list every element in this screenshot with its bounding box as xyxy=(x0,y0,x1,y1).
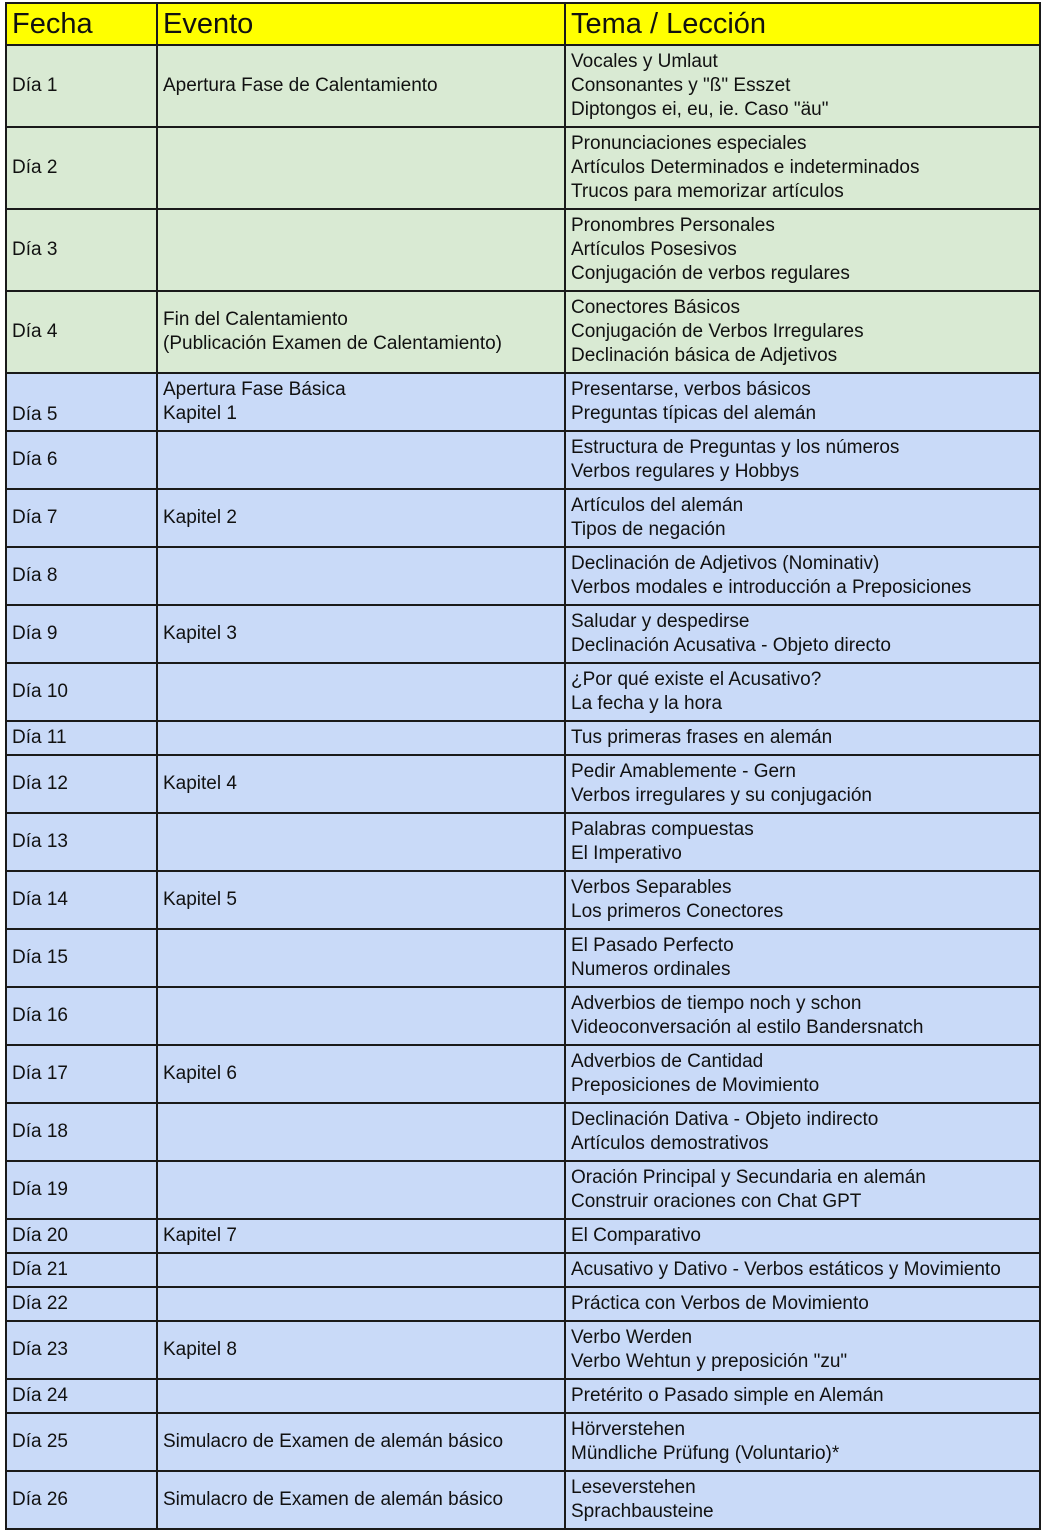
evento-cell xyxy=(157,1253,565,1287)
tema-line: Verbos Separables xyxy=(571,877,732,898)
evento-line: (Publicación Examen de Calentamiento) xyxy=(163,333,503,354)
tema-line: El Imperativo xyxy=(571,843,682,864)
tema-line: Declinación de Adjetivos (Nominativ) xyxy=(571,553,880,574)
tema-cell xyxy=(565,755,1040,813)
tema-line: Numeros ordinales xyxy=(571,959,731,980)
tema-line: Hörverstehen xyxy=(571,1419,686,1440)
table-row xyxy=(6,1045,1040,1103)
table-row xyxy=(6,813,1040,871)
tema-line: Conectores Básicos xyxy=(571,297,740,318)
header-evento: Evento xyxy=(157,3,565,45)
tema-line: Los primeros Conectores xyxy=(571,901,784,922)
tema-cell xyxy=(565,663,1040,721)
tema-cell xyxy=(565,987,1040,1045)
table-row xyxy=(6,1103,1040,1161)
tema-cell xyxy=(565,1253,1040,1287)
tema-line: Adverbios de Cantidad xyxy=(571,1051,764,1072)
fecha-cell: Día 16 xyxy=(6,987,157,1045)
tema-cell xyxy=(565,45,1040,127)
evento-cell xyxy=(157,1471,565,1529)
fecha-cell: Día 15 xyxy=(6,929,157,987)
table-row xyxy=(6,605,1040,663)
table-row xyxy=(6,127,1040,209)
tema-line: Adverbios de tiempo noch y schon xyxy=(571,993,862,1014)
table-row xyxy=(6,987,1040,1045)
tema-cell xyxy=(565,431,1040,489)
evento-line: Apertura Fase de Calentamiento xyxy=(163,75,438,96)
tema-cell xyxy=(565,1287,1040,1321)
fecha-cell: Día 20 xyxy=(6,1219,157,1253)
tema-line: Oración Principal y Secundaria en alemán xyxy=(571,1167,926,1188)
tema-cell xyxy=(565,127,1040,209)
evento-line: Simulacro de Examen de alemán básico xyxy=(163,1489,504,1510)
evento-line: Simulacro de Examen de alemán básico xyxy=(163,1431,504,1452)
tema-line: Pretérito o Pasado simple en Alemán xyxy=(571,1385,884,1406)
table-row xyxy=(6,373,1040,431)
table-row xyxy=(6,1413,1040,1471)
fecha-cell: Día 18 xyxy=(6,1103,157,1161)
fecha-cell: Día 2 xyxy=(6,127,157,209)
tema-line: Presentarse, verbos básicos xyxy=(571,379,811,400)
tema-cell xyxy=(565,1471,1040,1529)
evento-cell xyxy=(157,605,565,663)
evento-cell xyxy=(157,209,565,291)
tema-line: Leseverstehen xyxy=(571,1477,696,1498)
table-row xyxy=(6,721,1040,755)
table-row xyxy=(6,1471,1040,1529)
tema-line: Sprachbausteine xyxy=(571,1501,714,1522)
tema-line: Artículos Determinados e indeterminados xyxy=(571,157,920,178)
table-row xyxy=(6,1161,1040,1219)
evento-cell xyxy=(157,1161,565,1219)
evento-cell xyxy=(157,987,565,1045)
tema-line: Declinación Dativa - Objeto indirecto xyxy=(571,1109,879,1130)
tema-line: Conjugación de verbos regulares xyxy=(571,263,850,284)
fecha-cell: Día 10 xyxy=(6,663,157,721)
fecha-cell: Día 24 xyxy=(6,1379,157,1413)
table-row xyxy=(6,547,1040,605)
evento-cell xyxy=(157,127,565,209)
tema-line: ¿Por qué existe el Acusativo? xyxy=(571,669,822,690)
tema-cell xyxy=(565,209,1040,291)
fecha-cell: Día 4 xyxy=(6,291,157,373)
tema-cell xyxy=(565,1045,1040,1103)
fecha-cell: Día 9 xyxy=(6,605,157,663)
fecha-cell: Día 7 xyxy=(6,489,157,547)
tema-line: Verbos regulares y Hobbys xyxy=(571,461,800,482)
header-fecha: Fecha xyxy=(6,3,157,45)
evento-line: Apertura Fase Básica xyxy=(163,379,346,400)
tema-line: Pedir Amablemente - Gern xyxy=(571,761,796,782)
table-row xyxy=(6,755,1040,813)
tema-line: Pronunciaciones especiales xyxy=(571,133,807,154)
table-row xyxy=(6,871,1040,929)
evento-cell xyxy=(157,45,565,127)
table-row xyxy=(6,1253,1040,1287)
evento-cell xyxy=(157,1103,565,1161)
table-row xyxy=(6,1321,1040,1379)
schedule-table xyxy=(5,2,1041,1530)
evento-cell xyxy=(157,871,565,929)
tema-line: Estructura de Preguntas y los números xyxy=(571,437,900,458)
tema-cell xyxy=(565,605,1040,663)
tema-line: Práctica con Verbos de Movimiento xyxy=(571,1293,869,1314)
fecha-cell: Día 14 xyxy=(6,871,157,929)
schedule-body xyxy=(6,45,1040,1529)
table-row xyxy=(6,1379,1040,1413)
table-row xyxy=(6,291,1040,373)
tema-line: Construir oraciones con Chat GPT xyxy=(571,1191,862,1212)
tema-cell xyxy=(565,1219,1040,1253)
tema-line: Trucos para memorizar artículos xyxy=(571,181,844,202)
evento-cell xyxy=(157,663,565,721)
schedule-sheet xyxy=(5,2,1039,1522)
tema-line: Palabras compuestas xyxy=(571,819,754,840)
tema-cell xyxy=(565,489,1040,547)
evento-cell xyxy=(157,489,565,547)
fecha-cell: Día 22 xyxy=(6,1287,157,1321)
tema-cell xyxy=(565,813,1040,871)
tema-line: Consonantes y "ß" Esszet xyxy=(571,75,791,96)
evento-cell xyxy=(157,547,565,605)
table-row xyxy=(6,489,1040,547)
table-row xyxy=(6,45,1040,127)
table-row xyxy=(6,929,1040,987)
tema-line: Conjugación de Verbos Irregulares xyxy=(571,321,864,342)
tema-cell xyxy=(565,1379,1040,1413)
evento-line: Kapitel 5 xyxy=(163,889,237,910)
tema-line: Tipos de negación xyxy=(571,519,726,540)
evento-cell xyxy=(157,291,565,373)
fecha-cell: Día 25 xyxy=(6,1413,157,1471)
table-row xyxy=(6,1287,1040,1321)
fecha-cell: Día 12 xyxy=(6,755,157,813)
fecha-cell: Día 17 xyxy=(6,1045,157,1103)
tema-cell xyxy=(565,1321,1040,1379)
tema-line: Preposiciones de Movimiento xyxy=(571,1075,820,1096)
tema-line: Pronombres Personales xyxy=(571,215,775,236)
evento-line: Kapitel 4 xyxy=(163,773,237,794)
tema-line: Declinación Acusativa - Objeto directo xyxy=(571,635,891,656)
fecha-cell: Día 1 xyxy=(6,45,157,127)
tema-line: Videoconversación al estilo Bandersnatch xyxy=(571,1017,924,1038)
evento-cell xyxy=(157,1321,565,1379)
evento-cell xyxy=(157,755,565,813)
tema-line: El Pasado Perfecto xyxy=(571,935,734,956)
evento-line: Kapitel 8 xyxy=(163,1339,237,1360)
table-row xyxy=(6,1219,1040,1253)
evento-line: Kapitel 6 xyxy=(163,1063,237,1084)
fecha-cell: Día 11 xyxy=(6,721,157,755)
tema-line: Artículos demostrativos xyxy=(571,1133,769,1154)
evento-line: Kapitel 2 xyxy=(163,507,237,528)
fecha-cell: Día 19 xyxy=(6,1161,157,1219)
tema-cell xyxy=(565,1161,1040,1219)
evento-line: Kapitel 7 xyxy=(163,1225,237,1246)
evento-line: Kapitel 1 xyxy=(163,403,237,424)
fecha-cell: Día 5 xyxy=(6,373,157,431)
tema-line: Acusativo y Dativo - Verbos estáticos y Movimiento xyxy=(571,1259,1001,1280)
header-row xyxy=(6,3,1040,45)
tema-line: Artículos Posesivos xyxy=(571,239,737,260)
tema-cell xyxy=(565,291,1040,373)
table-row xyxy=(6,431,1040,489)
tema-line: Verbo Wehtun y preposición "zu" xyxy=(571,1351,848,1372)
fecha-cell: Día 3 xyxy=(6,209,157,291)
table-row xyxy=(6,663,1040,721)
tema-line: Verbos modales e introducción a Preposiciones xyxy=(571,577,972,598)
fecha-cell: Día 23 xyxy=(6,1321,157,1379)
evento-cell xyxy=(157,1045,565,1103)
header-tema: Tema / Lección xyxy=(565,3,1040,45)
evento-cell xyxy=(157,929,565,987)
evento-cell xyxy=(157,721,565,755)
evento-cell xyxy=(157,1413,565,1471)
tema-cell xyxy=(565,547,1040,605)
tema-cell xyxy=(565,1413,1040,1471)
fecha-cell: Día 6 xyxy=(6,431,157,489)
tema-line: La fecha y la hora xyxy=(571,693,723,714)
tema-line: Vocales y Umlaut xyxy=(571,51,718,72)
tema-line: Saludar y despedirse xyxy=(571,611,750,632)
evento-cell xyxy=(157,1287,565,1321)
tema-line: Preguntas típicas del alemán xyxy=(571,403,817,424)
tema-line: Mündliche Prüfung (Voluntario)* xyxy=(571,1443,840,1464)
tema-line: Verbo Werden xyxy=(571,1327,693,1348)
tema-cell xyxy=(565,1103,1040,1161)
tema-cell xyxy=(565,721,1040,755)
evento-cell xyxy=(157,373,565,431)
fecha-cell: Día 13 xyxy=(6,813,157,871)
evento-cell xyxy=(157,1379,565,1413)
tema-line: Diptongos ei, eu, ie. Caso "äu" xyxy=(571,99,829,120)
tema-line: Tus primeras frases en alemán xyxy=(571,727,833,748)
fecha-cell: Día 21 xyxy=(6,1253,157,1287)
evento-cell xyxy=(157,813,565,871)
tema-cell xyxy=(565,373,1040,431)
evento-cell xyxy=(157,1219,565,1253)
evento-line: Kapitel 3 xyxy=(163,623,237,644)
fecha-cell: Día 26 xyxy=(6,1471,157,1529)
tema-line: El Comparativo xyxy=(571,1225,701,1246)
tema-line: Artículos del alemán xyxy=(571,495,744,516)
tema-line: Declinación básica de Adjetivos xyxy=(571,345,838,366)
fecha-cell: Día 8 xyxy=(6,547,157,605)
evento-line: Fin del Calentamiento xyxy=(163,309,348,330)
tema-cell xyxy=(565,929,1040,987)
tema-line: Verbos irregulares y su conjugación xyxy=(571,785,873,806)
table-row xyxy=(6,209,1040,291)
tema-cell xyxy=(565,871,1040,929)
evento-cell xyxy=(157,431,565,489)
